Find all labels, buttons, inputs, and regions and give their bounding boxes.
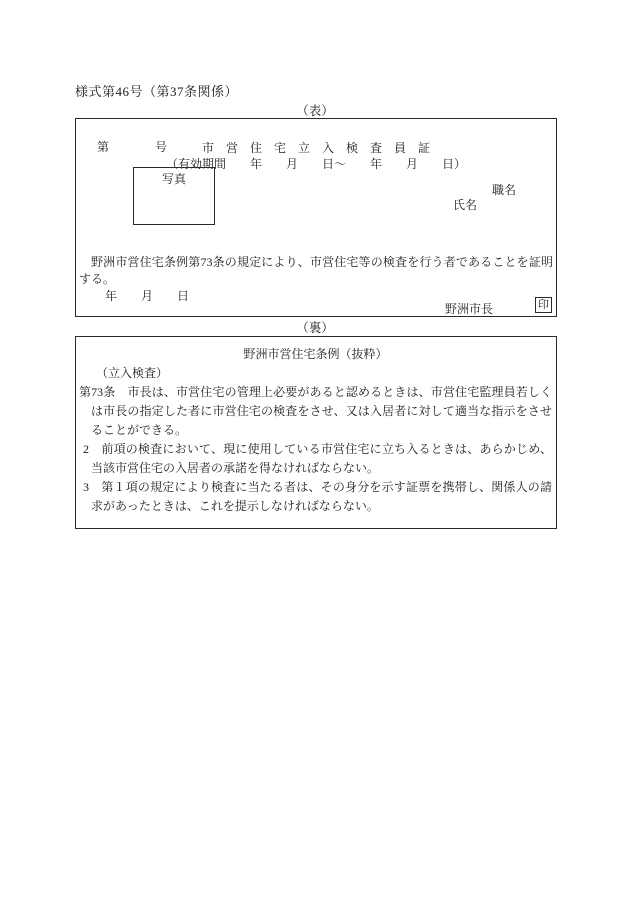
name-label: 氏名 xyxy=(453,198,478,212)
form-number-label: 様式第46号（第37条関係） xyxy=(75,84,239,99)
photo-box xyxy=(133,167,215,225)
back-side-label: （裏） xyxy=(296,321,334,335)
seal-mark: 印 xyxy=(535,297,552,313)
front-side-label: （表） xyxy=(296,104,334,118)
ordinance-heading: 野洲市営住宅条例（抜粋） xyxy=(243,347,388,361)
article-73-paragraph-2: 2 前項の検査において、現に使用している市営住宅に立ち入るときは、あらかじめ、当該市営住宅の入居者の承諾を得なければならない。 xyxy=(83,442,552,475)
article-73-paragraph-1: 第73条 市長は、市営住宅の管理上必要があると認めるときは、市営住宅監理員若しくは市長の指定した者に市営住宅の検査をさせ、又は入居者に対して適当な指示をさせることができる。 xyxy=(79,385,552,437)
validity-period-line: （有効期間 年 月 日～ 年 月 日） xyxy=(165,157,466,171)
article-73-paragraph-3: 3 第１項の規定により検査に当たる者は、その身分を示す証票を携帯し、関係人の請求があったときは、これを提示しなければならない。 xyxy=(83,480,552,513)
mayor-label: 野洲市長 xyxy=(445,302,494,316)
photo-label: 写真 xyxy=(161,172,186,186)
certificate-title: 市 営 住 宅 立 入 検 査 員 証 xyxy=(201,141,430,155)
back-card xyxy=(75,336,557,529)
certificate-number-suffix: 号 xyxy=(155,140,168,154)
certificate-number-prefix: 第 xyxy=(97,140,110,154)
job-title-label: 職名 xyxy=(492,183,517,197)
inspection-subheading: （立入検査） xyxy=(96,366,169,380)
front-card xyxy=(75,118,557,317)
date-line: 年 月 日 xyxy=(105,289,190,303)
certification-text: 野洲市営住宅条例第73条の規定により、市営住宅等の検査を行う者であることを証明する。 xyxy=(79,255,553,286)
